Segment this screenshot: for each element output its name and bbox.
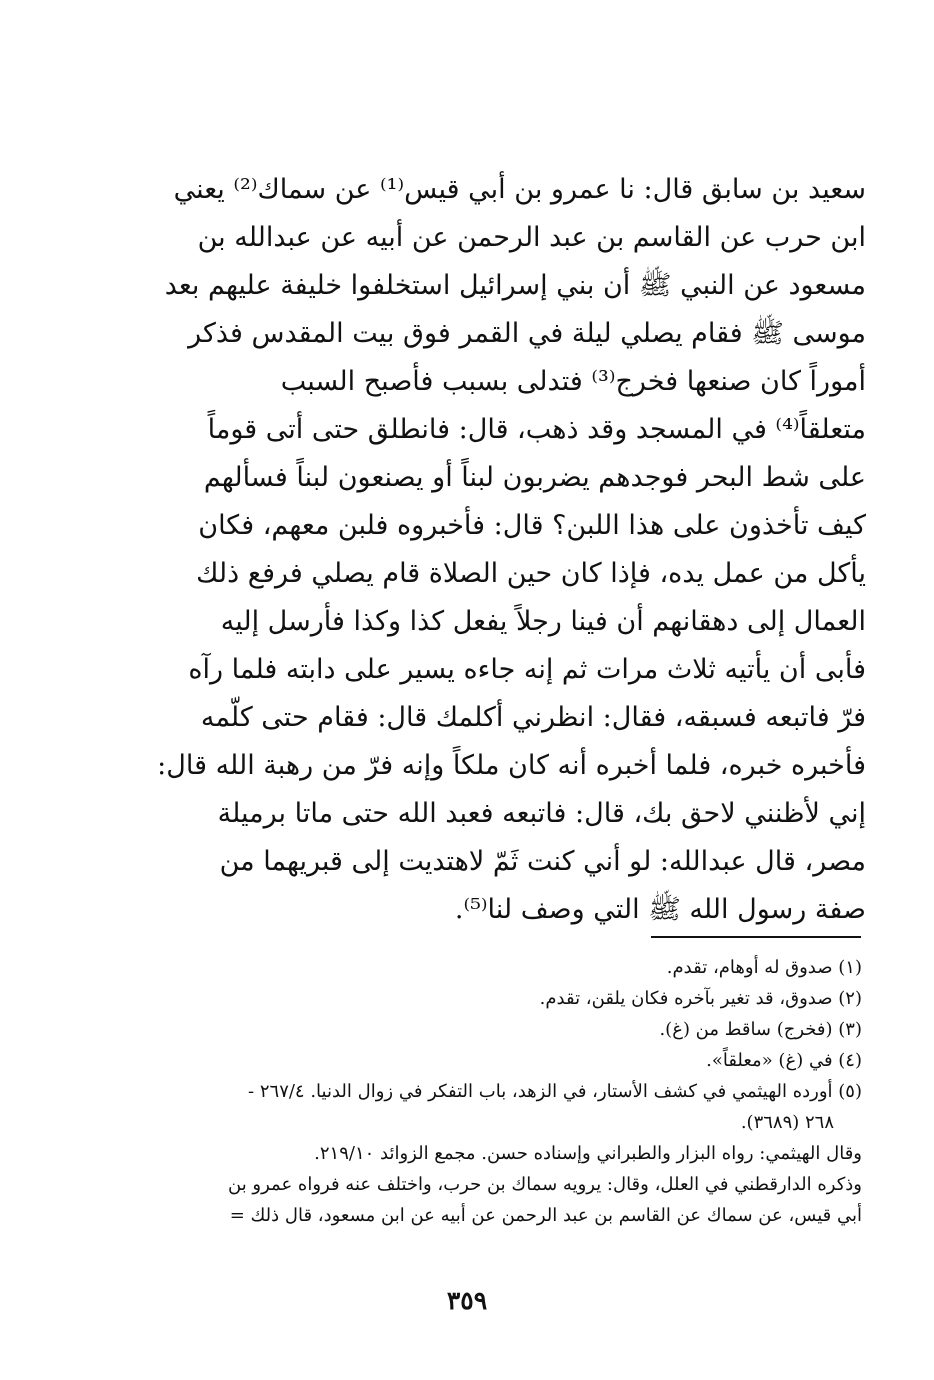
footnote: (٥) أورده الهيثمي في كشف الأستار، في الزهد، باب التفكر في زوال الدنيا. ٢٦٧/٤ - (248, 1081, 862, 1102)
text-line: مصر، قال عبدالله: لو أني كنت ثَمّ لاهتديت إلى قبريهما من (219, 846, 866, 877)
text-line: ابن حرب عن القاسم بن عبد الرحمن عن أبيه عن عبدالله بن (197, 222, 866, 253)
text-line: متعلقاً⁽⁴⁾ في المسجد وقد ذهب، قال: فانطلق حتى أتى قوماً (207, 414, 866, 445)
text-line: فأبى أن يأتيه ثلاث مرات ثم إنه جاءه يسير على دابته فلما رآه (188, 654, 866, 685)
text-line: سعيد بن سابق قال: نا عمرو بن أبي قيس⁽¹⁾ عن سماك⁽²⁾ يعني (173, 174, 866, 205)
text-line: صفة رسول الله ﷺ التي وصف لنا⁽⁵⁾. (454, 894, 866, 925)
text-line: يأكل من عمل يده، فإذا كان حين الصلاة قام يصلي فرفع ذلك (196, 558, 866, 589)
footnote: (٤) في (غ) «معلقاً». (706, 1050, 862, 1071)
text-line: مسعود عن النبي ﷺ أن بني إسرائيل استخلفوا خليفة عليهم بعد (164, 270, 866, 301)
footnote: وقال الهيثمي: رواه البزار والطبراني وإسناده حسن. مجمع الزوائد ٢١٩/١٠. (314, 1143, 862, 1164)
footnote: (١) صدوق له أوهام، تقدم. (666, 957, 862, 978)
footnote: (٣) (فخرج) ساقط من (غ). (659, 1019, 862, 1040)
footnote: (٢) صدوق، قد تغير بآخره فكان يلقن، تقدم. (539, 988, 862, 1009)
footnote: وذكره الدارقطني في العلل، وقال: يرويه سماك بن حرب، واختلف عنه فرواه عمرو بن (228, 1174, 862, 1195)
text-line: على شط البحر فوجدهم يضربون لبناً أو يصنعون لبناً فسألهم (203, 462, 866, 493)
text-line: أموراً كان صنعها فخرج⁽³⁾ فتدلى بسبب فأصبح السبب (280, 366, 866, 397)
page-number: ٣٥٩ (446, 1286, 488, 1315)
text-line: إني لأظنني لاحق بك، قال: فاتبعه فعبد الله حتى ماتا برميلة (217, 798, 866, 829)
text-line: كيف تأخذون على هذا اللبن؟ قال: فأخبروه فلبن معهم، فكان (198, 510, 866, 541)
footnote-continuation: ٢٦٨ (٣٦٨٩). (740, 1112, 834, 1133)
text-line: العمال إلى دهقانهم أن فينا رجلاً يفعل كذا وكذا فأرسل إليه (220, 606, 866, 637)
main-text (150, 166, 866, 934)
text-line: فأخبره خبره، فلما أخبره أنه كان ملكاً وإنه فرّ من رهبة الله قال: (157, 750, 866, 781)
text-line: موسى ﷺ فقام يصلي ليلة في القمر فوق بيت المقدس فذكر (188, 318, 866, 349)
text-line: فرّ فاتبعه فسبقه، فقال: انظرني أكلمك قال: فقام حتى كلّمه (200, 702, 866, 733)
footnotes (120, 952, 862, 1231)
footnote-separator (651, 936, 861, 938)
footnote: أبي قيس، عن سماك عن القاسم بن عبد الرحمن عن أبيه عن ابن مسعود، قال ذلك = (229, 1205, 862, 1226)
